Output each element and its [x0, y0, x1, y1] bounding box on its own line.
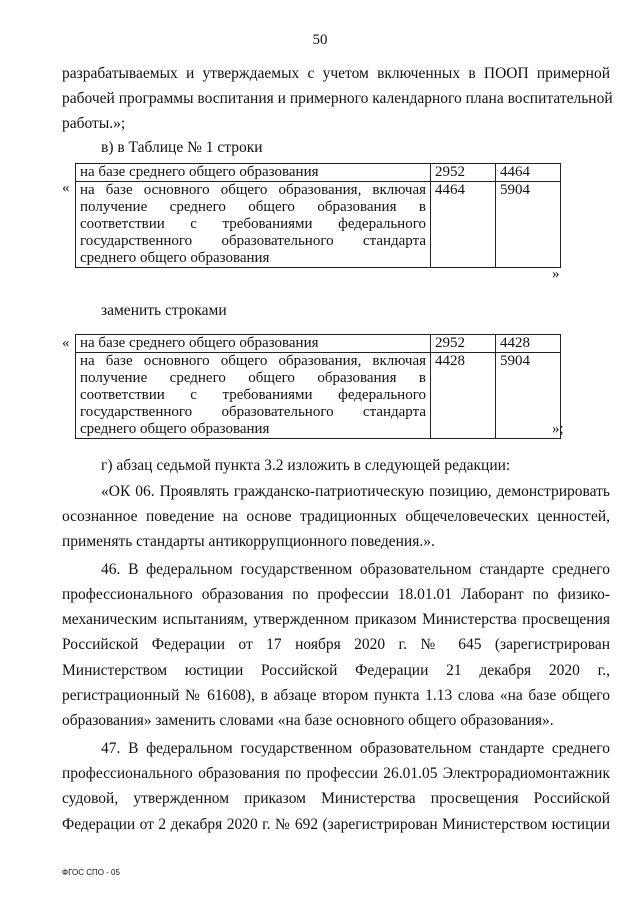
intro-line-2: рабочей программы воспитания и примерного календарного плана воспитательной — [62, 90, 613, 107]
table-row — [76, 164, 561, 182]
table-new — [75, 334, 561, 439]
table-cell: 4464 — [496, 164, 561, 182]
para47-line-4: Федерации от 2 декабря 2020 г. № 692 (зарегистрирован Министерством юстиции — [62, 816, 610, 833]
table-new-close-quote: »; — [552, 421, 564, 437]
table-cell: 4464 — [431, 182, 496, 268]
item-v: в) в Таблице № 1 строки — [101, 139, 263, 156]
table-new-open-quote: « — [62, 335, 70, 351]
page-number: 50 — [312, 32, 328, 48]
para46-line-3: механическим испытаниям, утвержденном приказом Министерства просвещения — [62, 611, 610, 628]
item-g: г) абзац седьмой пункта 3.2 изложить в следующей редакции: — [101, 457, 511, 474]
table-cell: 4428 — [496, 335, 561, 353]
table-row — [76, 353, 561, 439]
table-row — [76, 335, 561, 353]
table-cell: 2952 — [431, 335, 496, 353]
table-cell: 2952 — [431, 164, 496, 182]
para46-line-1: 46. В федеральном государственном образовательном стандарте среднего — [101, 561, 610, 578]
table-cell: 4428 — [431, 353, 496, 439]
para46-line-4: Российской Федерации от 17 ноября 2020 г. № 645 (зарегистрирован — [62, 636, 610, 653]
footer-code: ФГОС СПО - 05 — [62, 868, 120, 877]
para47-line-1: 47. В федеральном государственном образовательном стандарте среднего — [101, 740, 610, 757]
table-old — [75, 163, 561, 268]
table-row — [76, 182, 561, 268]
ok06-line-1: «ОК 06. Проявлять гражданско-патриотическую позицию, демонстрировать — [101, 483, 610, 500]
para46-line-7: образования» заменить словами «на базе основного общего образования». — [62, 712, 554, 729]
intro-line-1: разрабатываемых и утверждаемых с учетом включенных в ПООП примерной — [62, 65, 610, 82]
para47-line-3: судовой, утвержденном приказом Министерства просвещения Российской — [62, 790, 610, 807]
para46-line-6: регистрационный № 61608), в абзаце втором пункта 1.13 слова «на базе общего — [62, 687, 610, 704]
intro-line-3: работы.»; — [62, 115, 126, 132]
table-cell: на базе среднего общего образования — [76, 335, 431, 353]
table-cell: на базе основного общего образования, включая получение среднего общего образования в соответствии с требованиями федерального государственного образовательного стандарта среднего общего образования — [76, 182, 431, 268]
table-cell: 5904 — [496, 182, 561, 268]
table-old-open-quote: « — [62, 180, 70, 196]
para47-line-2: профессионального образования по профессии 26.01.05 Электрорадиомонтажник — [62, 765, 610, 782]
table-cell: на базе основного общего образования, включая получение среднего общего образования в соответствии с требованиями федерального государственного образовательного стандарта среднего общего образования — [76, 353, 431, 439]
para46-line-2: профессионального образования по профессии 18.01.01 Лаборант по физико- — [62, 586, 610, 603]
table-old-close-quote: » — [552, 266, 560, 282]
table-cell: на базе среднего общего образования — [76, 164, 431, 182]
replace-with: заменить строками — [101, 302, 227, 319]
table-cell: 5904 — [496, 353, 561, 439]
para46-line-5: Министерством юстиции Российской Федерации 21 декабря 2020 г., — [62, 662, 610, 679]
ok06-line-3: применять стандарты антикоррупционного поведения.». — [62, 533, 435, 550]
ok06-line-2: осознанное поведение на основе традиционных общечеловеческих ценностей, — [62, 508, 610, 525]
